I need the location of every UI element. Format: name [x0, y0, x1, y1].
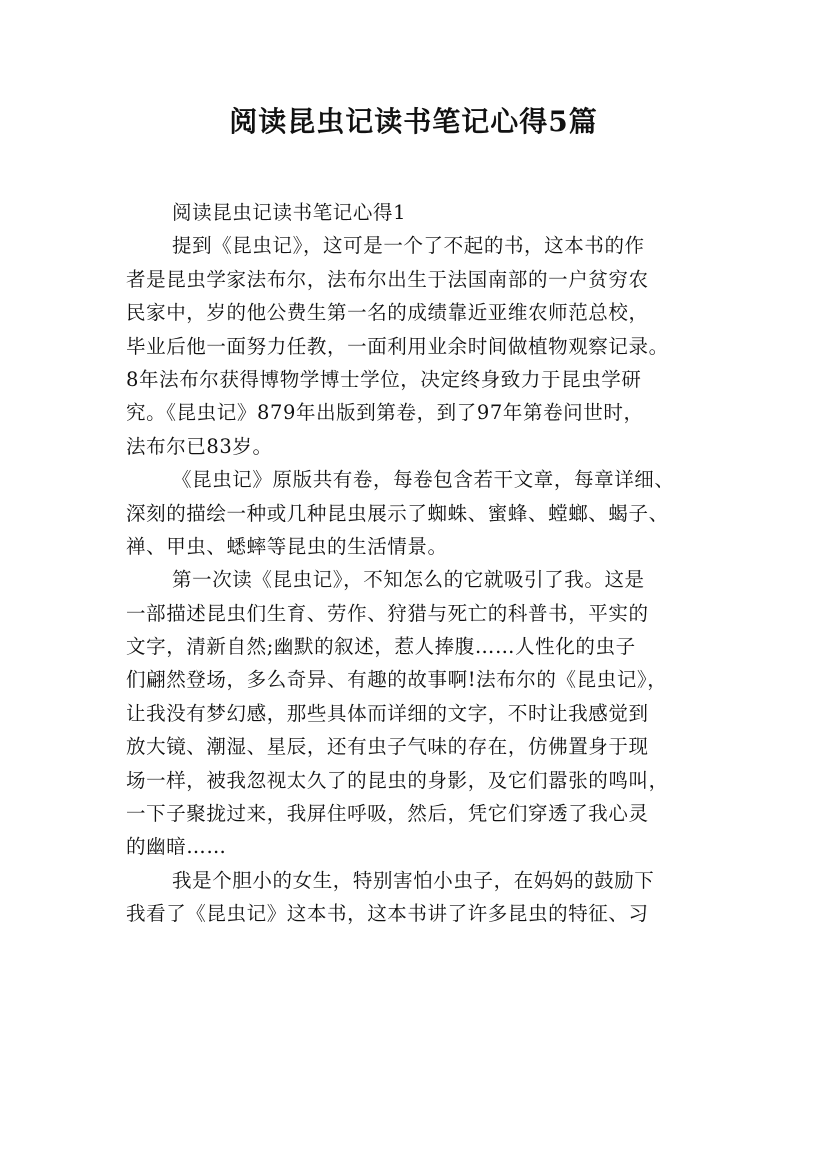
body-line: 们翩然登场，多么奇异、有趣的故事啊!法布尔的《昆虫记》，: [126, 668, 668, 692]
body-line: 一部描述昆虫们生育、劳作、狩猎与死亡的科普书，平实的: [126, 601, 649, 625]
body-line: 民家中，岁的他公费生第一名的成绩靠近亚维农师范总校，: [126, 301, 649, 325]
body-line: 禅、甲虫、蟋蟀等昆虫的生活情景。: [126, 534, 448, 558]
body-line: 深刻的描绘一种或几种昆虫展示了蜘蛛、蜜蜂、螳螂、蝎子、: [126, 501, 669, 525]
body-line: 我看了《昆虫记》这本书，这本书讲了许多昆虫的特征、习: [126, 902, 649, 926]
body-line: 文字，清新自然;幽默的叙述，惹人捧腹……人性化的虫子: [126, 635, 636, 659]
body-line: 提到《昆虫记》，这可是一个了不起的书，这本书的作: [172, 234, 645, 258]
body-line: 我是个胆小的女生，特别害怕小虫子，在妈妈的鼓励下: [172, 868, 655, 892]
body-line: 的幽暗……: [126, 835, 227, 859]
body-line: 让我没有梦幻感，那些具体而详细的文字，不时让我感觉到: [126, 701, 649, 725]
body-line: 究。《昆虫记》879年出版到第卷，到了97年第卷问世时，: [126, 401, 644, 425]
body-line: 8年法布尔获得博物学博士学位，决定终身致力于昆虫学研: [126, 367, 642, 391]
body-line: 毕业后他一面努力任教，一面利用业余时间做植物观察记录。: [126, 334, 669, 358]
document-title: 阅读昆虫记读书笔记心得5篇: [229, 105, 598, 138]
body-line: 放大镜、潮湿、星辰，还有虫子气味的存在，仿佛置身于现: [126, 735, 649, 759]
body-line: 法布尔已83岁。: [126, 434, 273, 458]
body-line: 阅读昆虫记读书笔记心得1: [172, 201, 407, 224]
document-body: [126, 196, 706, 931]
body-line: 《昆虫记》原版共有卷，每卷包含若干文章，每章详细、: [172, 468, 675, 492]
body-line: 者是昆虫学家法布尔，法布尔出生于法国南部的一户贫穷农: [126, 267, 649, 291]
body-line: 场一样，被我忽视太久了的昆虫的身影，及它们嚣张的鸣叫，: [126, 768, 669, 792]
body-line: 第一次读《昆虫记》，不知怎么的它就吸引了我。这是: [172, 568, 645, 592]
body-line: 一下子聚拢过来，我屏住呼吸，然后，凭它们穿透了我心灵: [126, 802, 649, 826]
